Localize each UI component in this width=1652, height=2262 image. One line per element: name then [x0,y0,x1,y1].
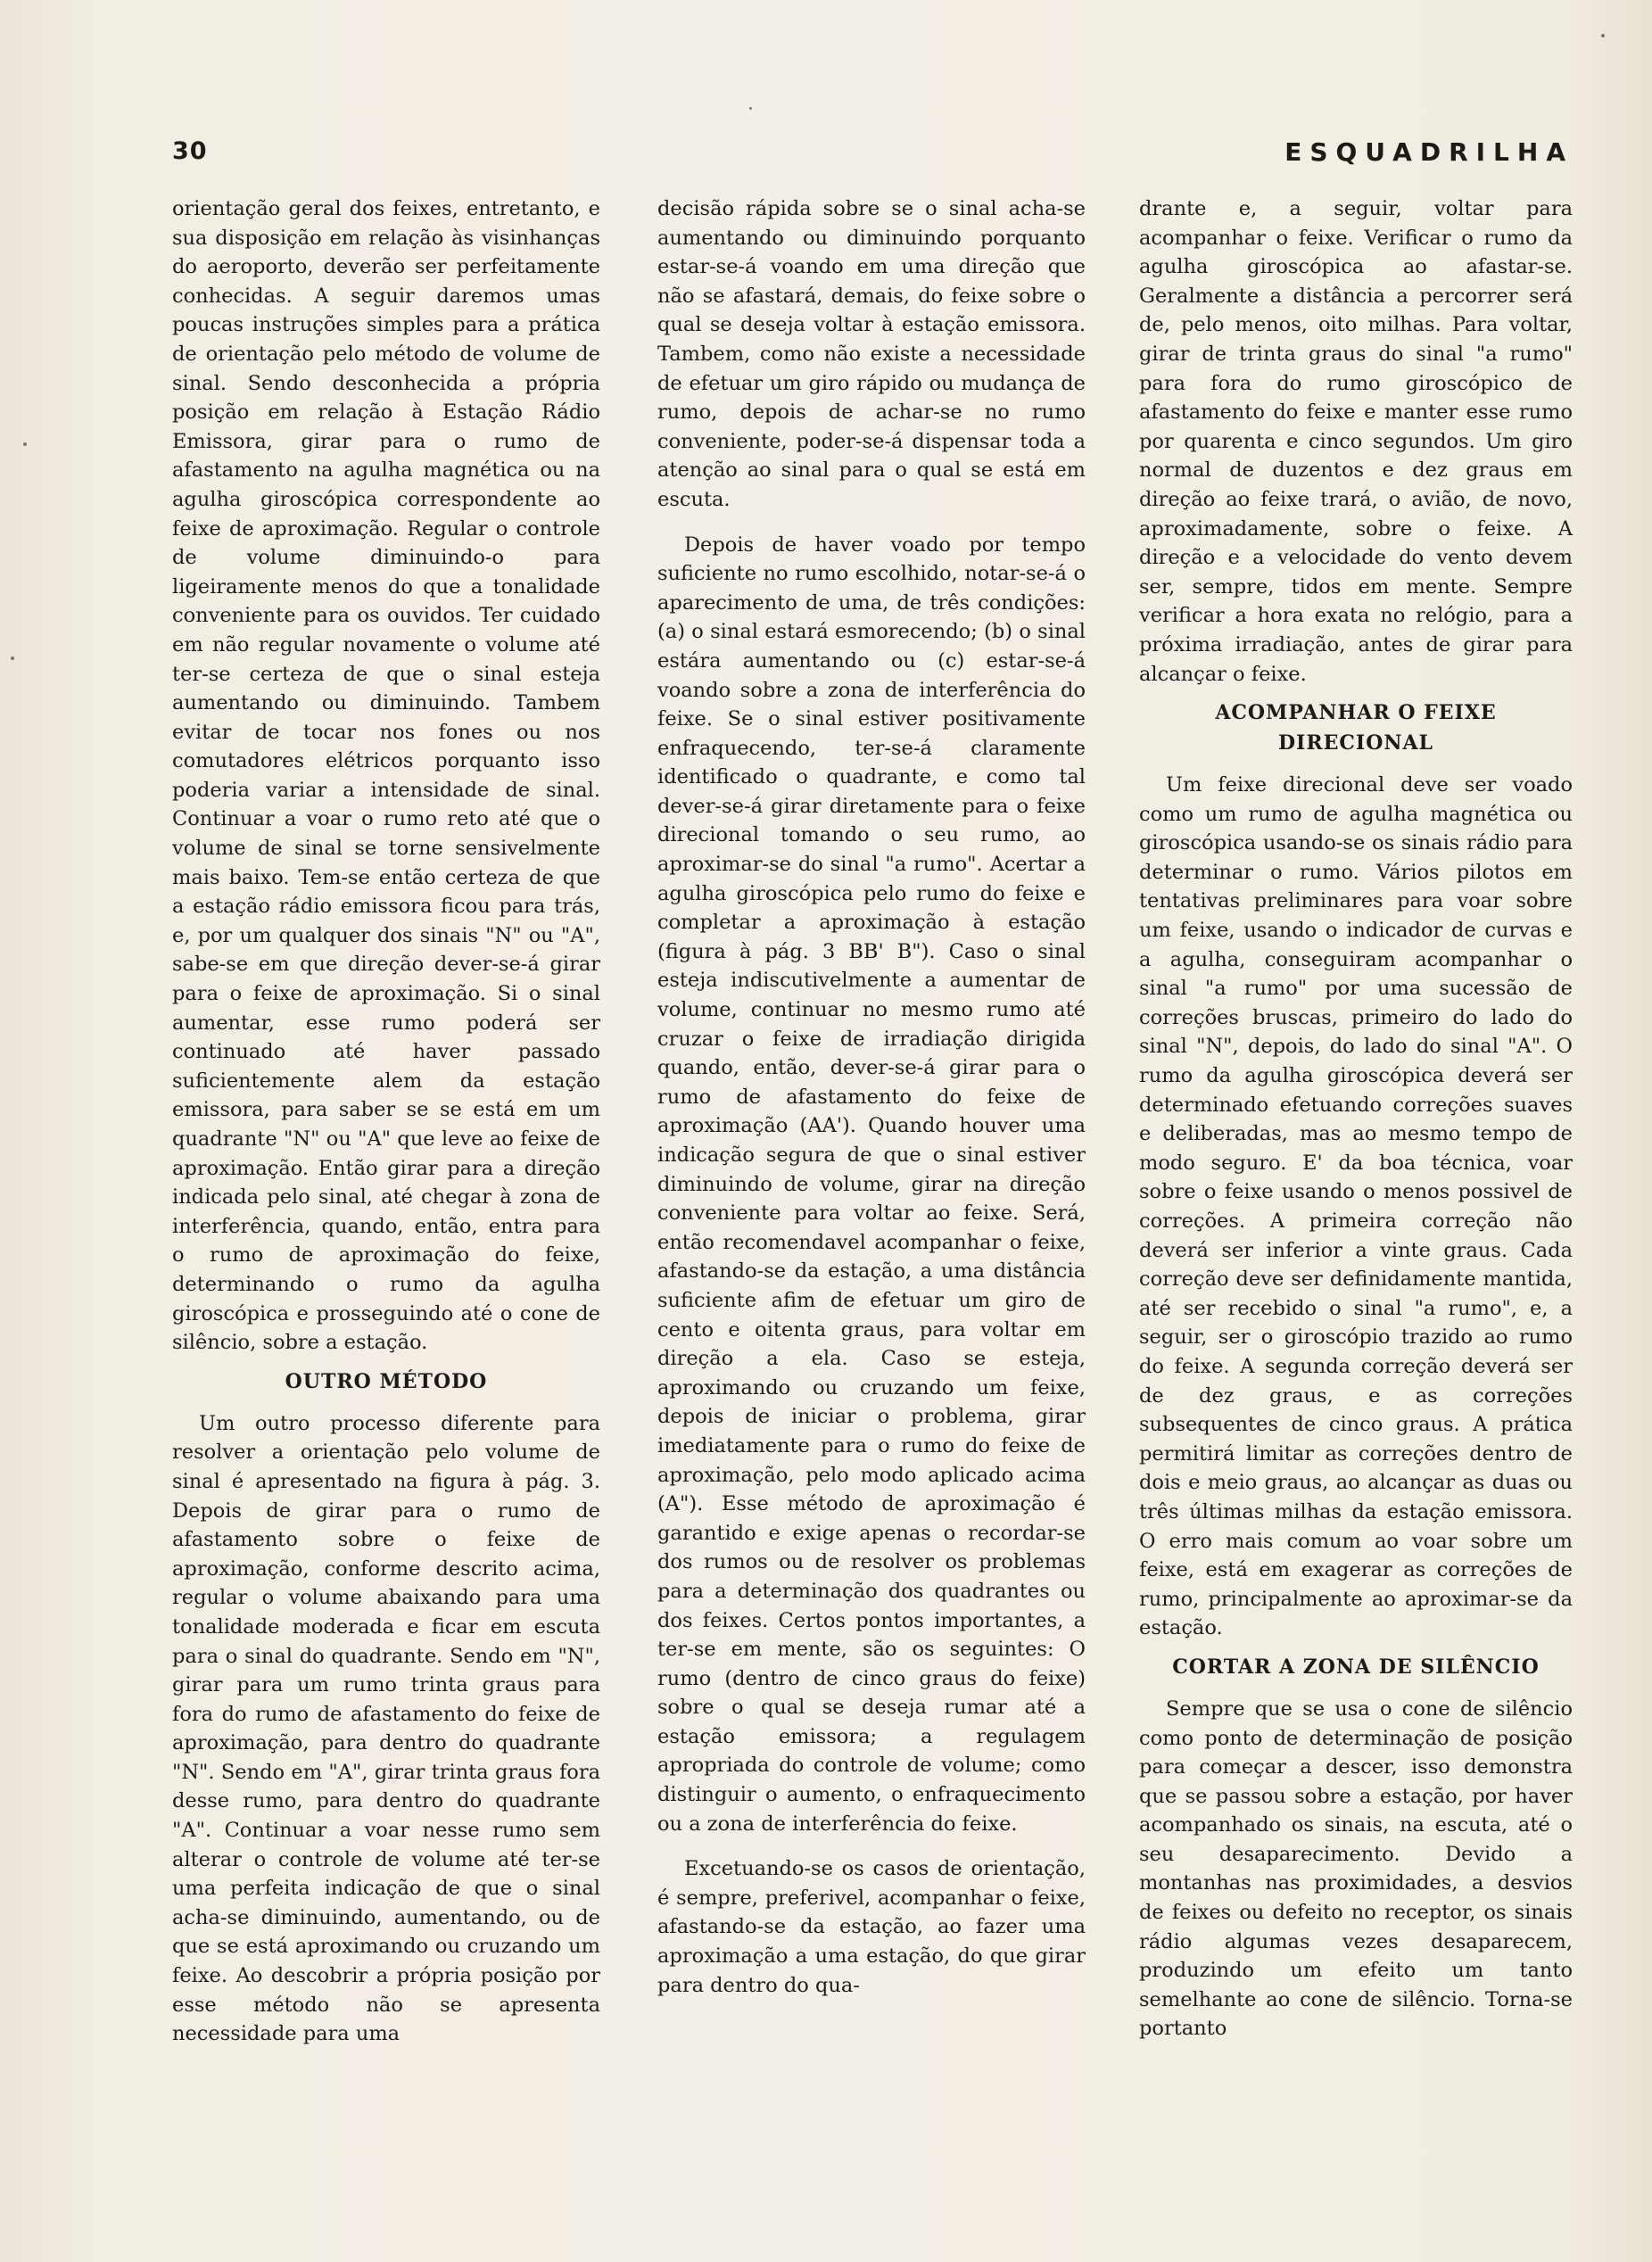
paragraph: Excetuando-se os casos de orientação, é sempre, preferivel, acompanhar o feixe, afastando-se da estação, ao fazer uma aproximação a uma estação, do que girar para dentro do qua- [657,1857,1086,1997]
paragraph: orientação geral dos feixes, entretanto, e sua disposição em relação às visinhanças do aeroporto, deverão ser perfeitamente conhecidas. A seguir daremos umas poucas instruções simples para a prática de orientação pelo método de volume de sinal. Sendo desconhecida a própria posição em relação à Estação Rádio Emissora, girar para o rumo de afastamento na agulha magnética ou na agulha giroscópica correspondente ao feixe de aproximação. Regular o controle de volume diminuindo-o para ligeiramente menos do que a tonalidade conveniente para os ouvidos. Ter cuidado em não regular novamente o volume até ter-se certeza de que o sinal esteja aumentando ou diminuindo. Tambem evitar de tocar nos fones ou nos comutadores elétricos porquanto isso poderia variar a intensidade de sinal. Continuar a voar o rumo reto até que o volume de sinal se torne sensivelmente mais baixo. Tem-se então certeza de que a estação rádio emissora ficou para trás, e, por um qualquer dos sinais "N" ou "A", sabe-se em que direção dever-se-á girar para o feixe de aproximação. Si o sinal aumentar, esse rumo poderá ser continuado até haver passado suficientemente alem da estação emissora, para saber se se está em um quadrante "N" ou "A" que leve ao feixe de aproximação. Então girar para a direção indicada pelo sinal, até chegar à zona de interferência, quando, então, entra para o rumo de aproximação do feixe, determinando o rumo da agulha giroscópica e prosseguindo até o cone de silêncio, sobre a estação. [172,197,600,1355]
magazine-title: ESQUADRILHA [1284,137,1574,167]
paragraph: Um outro processo diferente para resolver a orientação pelo volume de sinal é apresentado na figura à pág. 3. Depois de girar para o rumo de afastamento sobre o feixe de aproximação, conforme descrito acima, regular o volume abaixando para uma tonalidade moderada e ficar em escuta para o sinal do quadrante. Sendo em "N", girar para um rumo trinta graus para fora do rumo de afastamento do feixe de aproximação, para dentro do quadrante "N". Sendo em "A", girar trinta graus fora desse rumo, para dentro do quadrante "A". Continuar a voar nesse rumo sem alterar o controle de volume até ter-se uma perfeita indicação de que o sinal acha-se diminuindo, aumentando, ou de que se está aproximando ou cruzando um feixe. Ao descobrir a própria posição por esse método não se apresenta necessidade para uma [172,1411,600,2046]
paper-speck [749,107,752,110]
paragraph: drante e, a seguir, voltar para acompanhar o feixe. Verificar o rumo da agulha giroscópica ao afastar-se. Geralmente a distância a percorrer será de, pelo menos, oito milhas. Para voltar, girar de trinta graus do sinal "a rumo" para fora do rumo giroscópico de afastamento do feixe e manter esse rumo por quarenta e cinco segundos. Um giro normal de duzentos e dez graus em direção ao feixe trará, o avião, de novo, aproximadamente, sobre o feixe. A direção e a velocidade do vento devem ser, sempre, tidos em mente. Sempre verificar a hora exata no relógio, para a próxima irradiação, antes de girar para alcançar o feixe. [1139,197,1573,686]
paragraph: Sempre que se usa o cone de silêncio como ponto de determinação de posição para começar a descer, isso demonstra que se passou sobre a estação, por haver acompanhado os sinais, na escuta, até o seu desaparecimento. Devido a montanhas nas proximidades, a desvios de feixes ou defeito no receptor, os sinais rádio algumas vezes desaparecem, produzindo um efeito um tanto semelhante ao cone de silêncio. Torna-se portanto [1139,1696,1573,2041]
text-column-left [172,194,600,2049]
text-column-right [1139,194,1573,2043]
section-heading: CORTAR A ZONA DE SILÊNCIO [1172,1655,1540,1679]
paragraph: Depois de haver voado por tempo suficiente no rumo escolhido, notar-se-á o aparecimento de uma, de três condições: (a) o sinal estará esmorecendo; (b) o sinal estára aumentando ou (c) estar-se-á voando sobre a zona de interferência do feixe. Se o sinal estiver positivamente enfraquecendo, ter-se-á claramente identificado o quadrante, e como tal dever-se-á girar diretamente para o feixe direcional tomando o seu rumo, ao aproximar-se do sinal "a rumo". Acertar a agulha giroscópica pelo rumo do feixe e completar a aproximação à estação (figura à pág. 3 BB' B"). Caso o sinal esteja indiscutivelmente a aumentar de volume, continuar no mesmo rumo até cruzar o feixe de irradiação dirigida quando, então, dever-se-á girar para o rumo de afastamento do feixe de aproximação (AA'). Quando houver uma indicação segura de que o sinal estiver diminuindo de volume, girar na direção conveniente para voltar ao feixe. Será, então recomendavel acompanhar o feixe, afastando-se da estação, a uma distância suficiente afim de efetuar um giro de cento e oitenta graus, para voltar em direção a ela. Caso se esteja, aproximando ou cruzando um feixe, depois de iniciar o problema, girar imediatamente para o rumo do feixe de aproximação, pelo modo aplicado acima (A"). Esse método de aproximação é garantido e exige apenas o recordar-se dos rumos ou de resolver os problemas para a determinação dos quadrantes ou dos feixes. Certos pontos importantes, a ter-se em mente, são os seguintes: O rumo (dentro de cinco graus do feixe) sobre o qual se deseja rumar até a estação emissora; a regulagem apropriada do controle de volume; como distinguir o aumento, o enfraquecimento ou a zona de interferência do feixe. [657,532,1086,1836]
paper-speck [23,442,27,446]
paper-speck [11,656,14,660]
text-column-middle [657,194,1086,2000]
section-heading: ACOMPANHAR O FEIXE DIRECIONAL [1215,701,1497,755]
page-number: 30 [172,137,208,165]
paragraph: decisão rápida sobre se o sinal acha-se aumentando ou diminuindo porquanto estar-se-á voando em uma direção que não se afastará, demais, do feixe sobre o qual se deseja voltar à estação emissora. Tambem, como não existe a necessidade de efetuar um giro rápido ou mudança de rumo, depois de achar-se no rumo conveniente, poder-se-á dispensar toda a atenção ao sinal para o qual se está em escuta. [657,197,1086,511]
paragraph: Um feixe direcional deve ser voado como um rumo de agulha magnética ou giroscópica usando-se os sinais rádio para determinar o rumo. Vários pilotos em tentativas preliminares para voar sobre um feixe, usando o indicador de curvas e a agulha, conseguiram acompanhar o sinal "a rumo" por uma sucessão de correções bruscas, primeiro do lado do sinal "N", depois, do lado do sinal "A". O rumo da agulha giroscópica deverá ser determinado efetuando correções suaves e deliberadas, mas ao mesmo tempo de modo seguro. E' da boa técnica, voar sobre o feixe usando o menos possivel de correções. A primeira correção não deverá ser inferior a vinte graus. Cada correção deve ser definidamente mantida, até ser recebido o sinal "a rumo", e, a seguir, ser o giroscópio trazido ao rumo do feixe. A segunda correção deverá ser de dez graus, e as correções subsequentes de cinco graus. A prática permitirá limitar as correções dentro de dois e meio graus, ao alcançar as duas ou três últimas milhas da estação emissora. O erro mais comum ao voar sobre um feixe, está em exagerar as correções de rumo, principalmente ao aproximar-se da estação. [1139,773,1573,1640]
section-heading: OUTRO MÉTODO [285,1369,488,1393]
paper-speck [1601,34,1605,37]
